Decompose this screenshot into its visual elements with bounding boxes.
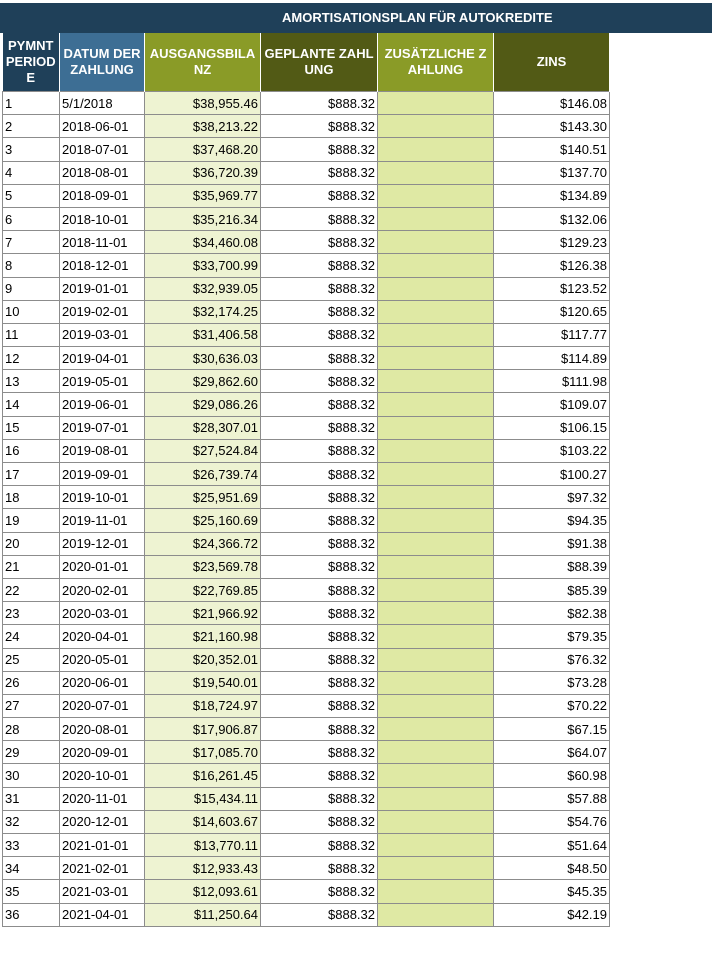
table-row — [3, 439, 610, 462]
cell-start-balance[interactable]: $38,213.22 — [145, 115, 261, 138]
cell-payment-date[interactable]: 2020-09-01 — [60, 741, 145, 764]
cell-planned-payment[interactable]: $888.32 — [261, 231, 378, 254]
cell-extra-payment[interactable] — [378, 138, 494, 161]
table-row — [3, 184, 610, 207]
cell-planned-payment[interactable]: $888.32 — [261, 718, 378, 741]
table-row — [3, 880, 610, 903]
cell-start-balance[interactable]: $14,603.67 — [145, 810, 261, 833]
cell-extra-payment[interactable] — [378, 370, 494, 393]
table-row — [3, 416, 610, 439]
cell-period[interactable]: 22 — [3, 578, 60, 601]
cell-period[interactable]: 18 — [3, 486, 60, 509]
cell-payment-date[interactable]: 2019-05-01 — [60, 370, 145, 393]
cell-extra-payment[interactable] — [378, 810, 494, 833]
cell-start-balance[interactable]: $28,307.01 — [145, 416, 261, 439]
cell-interest[interactable]: $134.89 — [494, 184, 610, 207]
cell-extra-payment[interactable] — [378, 834, 494, 857]
cell-period[interactable]: 26 — [3, 671, 60, 694]
cell-period[interactable]: 23 — [3, 602, 60, 625]
cell-start-balance[interactable]: $20,352.01 — [145, 648, 261, 671]
cell-payment-date[interactable]: 2020-08-01 — [60, 718, 145, 741]
table-row — [3, 138, 610, 161]
cell-extra-payment[interactable] — [378, 277, 494, 300]
cell-start-balance[interactable]: $32,174.25 — [145, 300, 261, 323]
cell-payment-date[interactable]: 2018-06-01 — [60, 115, 145, 138]
cell-start-balance[interactable]: $36,720.39 — [145, 161, 261, 184]
cell-payment-date[interactable]: 2018-10-01 — [60, 207, 145, 230]
cell-planned-payment[interactable]: $888.32 — [261, 486, 378, 509]
table-row — [3, 810, 610, 833]
cell-period[interactable]: 12 — [3, 347, 60, 370]
cell-extra-payment[interactable] — [378, 694, 494, 717]
cell-payment-date[interactable]: 2019-12-01 — [60, 532, 145, 555]
cell-period[interactable]: 20 — [3, 532, 60, 555]
cell-interest[interactable]: $45.35 — [494, 880, 610, 903]
cell-payment-date[interactable]: 2020-07-01 — [60, 694, 145, 717]
cell-payment-date[interactable]: 2019-03-01 — [60, 323, 145, 346]
table-row — [3, 115, 610, 138]
cell-period[interactable]: 7 — [3, 231, 60, 254]
amortization-table — [2, 33, 610, 927]
cell-start-balance[interactable]: $17,906.87 — [145, 718, 261, 741]
cell-extra-payment[interactable] — [378, 393, 494, 416]
cell-planned-payment[interactable]: $888.32 — [261, 207, 378, 230]
cell-payment-date[interactable]: 2019-09-01 — [60, 463, 145, 486]
cell-extra-payment[interactable] — [378, 648, 494, 671]
cell-extra-payment[interactable] — [378, 741, 494, 764]
cell-planned-payment[interactable]: $888.32 — [261, 184, 378, 207]
cell-period[interactable]: 13 — [3, 370, 60, 393]
cell-start-balance[interactable]: $12,093.61 — [145, 880, 261, 903]
cell-extra-payment[interactable] — [378, 115, 494, 138]
cell-payment-date[interactable]: 2019-07-01 — [60, 416, 145, 439]
cell-payment-date[interactable]: 2020-02-01 — [60, 578, 145, 601]
cell-planned-payment[interactable]: $888.32 — [261, 347, 378, 370]
table-row — [3, 857, 610, 880]
cell-planned-payment[interactable]: $888.32 — [261, 463, 378, 486]
cell-interest[interactable]: $97.32 — [494, 486, 610, 509]
cell-planned-payment[interactable]: $888.32 — [261, 300, 378, 323]
table-row — [3, 578, 610, 601]
cell-interest[interactable]: $42.19 — [494, 903, 610, 926]
cell-interest[interactable]: $70.22 — [494, 694, 610, 717]
cell-start-balance[interactable]: $33,700.99 — [145, 254, 261, 277]
table-row — [3, 648, 610, 671]
cell-extra-payment[interactable] — [378, 671, 494, 694]
cell-planned-payment[interactable]: $888.32 — [261, 903, 378, 926]
cell-planned-payment[interactable]: $888.32 — [261, 138, 378, 161]
cell-interest[interactable]: $137.70 — [494, 161, 610, 184]
header-row — [3, 33, 610, 92]
cell-start-balance[interactable]: $25,160.69 — [145, 509, 261, 532]
header-payment-date[interactable]: DATUM DER ZAHLUNG — [60, 33, 145, 92]
cell-interest[interactable]: $64.07 — [494, 741, 610, 764]
cell-interest[interactable]: $82.38 — [494, 602, 610, 625]
cell-extra-payment[interactable] — [378, 207, 494, 230]
cell-interest[interactable]: $85.39 — [494, 578, 610, 601]
cell-extra-payment[interactable] — [378, 787, 494, 810]
cell-start-balance[interactable]: $16,261.45 — [145, 764, 261, 787]
cell-extra-payment[interactable] — [378, 578, 494, 601]
cell-planned-payment[interactable]: $888.32 — [261, 764, 378, 787]
cell-planned-payment[interactable]: $888.32 — [261, 602, 378, 625]
table-row — [3, 555, 610, 578]
cell-interest[interactable]: $132.06 — [494, 207, 610, 230]
cell-extra-payment[interactable] — [378, 231, 494, 254]
cell-interest[interactable]: $88.39 — [494, 555, 610, 578]
cell-payment-date[interactable]: 2019-02-01 — [60, 300, 145, 323]
cell-period[interactable]: 15 — [3, 416, 60, 439]
cell-start-balance[interactable]: $13,770.11 — [145, 834, 261, 857]
cell-start-balance[interactable]: $35,969.77 — [145, 184, 261, 207]
cell-planned-payment[interactable]: $888.32 — [261, 694, 378, 717]
cell-planned-payment[interactable]: $888.32 — [261, 648, 378, 671]
cell-planned-payment[interactable]: $888.32 — [261, 857, 378, 880]
table-row — [3, 764, 610, 787]
cell-interest[interactable]: $94.35 — [494, 509, 610, 532]
header-planned-payment[interactable]: GEPLANTE ZAHLUNG — [261, 33, 378, 92]
cell-period[interactable]: 2 — [3, 115, 60, 138]
cell-planned-payment[interactable]: $888.32 — [261, 254, 378, 277]
cell-interest[interactable]: $100.27 — [494, 463, 610, 486]
cell-planned-payment[interactable]: $888.32 — [261, 439, 378, 462]
cell-planned-payment[interactable]: $888.32 — [261, 578, 378, 601]
cell-period[interactable]: 19 — [3, 509, 60, 532]
cell-interest[interactable]: $60.98 — [494, 764, 610, 787]
cell-extra-payment[interactable] — [378, 254, 494, 277]
cell-interest[interactable]: $57.88 — [494, 787, 610, 810]
cell-period[interactable]: 17 — [3, 463, 60, 486]
cell-planned-payment[interactable]: $888.32 — [261, 115, 378, 138]
cell-payment-date[interactable]: 2019-01-01 — [60, 277, 145, 300]
cell-start-balance[interactable]: $29,862.60 — [145, 370, 261, 393]
sheet-title[interactable]: AMORTISATIONSPLAN FÜR AUTOKREDITE — [0, 3, 712, 33]
cell-period[interactable]: 5 — [3, 184, 60, 207]
cell-interest[interactable]: $73.28 — [494, 671, 610, 694]
cell-interest[interactable]: $91.38 — [494, 532, 610, 555]
cell-extra-payment[interactable] — [378, 463, 494, 486]
cell-planned-payment[interactable]: $888.32 — [261, 416, 378, 439]
cell-period[interactable]: 31 — [3, 787, 60, 810]
cell-interest[interactable]: $143.30 — [494, 115, 610, 138]
cell-payment-date[interactable]: 2020-05-01 — [60, 648, 145, 671]
cell-payment-date[interactable]: 2020-10-01 — [60, 764, 145, 787]
table-row — [3, 509, 610, 532]
table-row — [3, 161, 610, 184]
cell-planned-payment[interactable]: $888.32 — [261, 671, 378, 694]
cell-start-balance[interactable]: $22,769.85 — [145, 578, 261, 601]
header-extra-payment[interactable]: ZUSÄTZLICHE ZAHLUNG — [378, 33, 494, 92]
table-row — [3, 370, 610, 393]
cell-period[interactable]: 32 — [3, 810, 60, 833]
cell-interest[interactable]: $51.64 — [494, 834, 610, 857]
cell-extra-payment[interactable] — [378, 439, 494, 462]
cell-extra-payment[interactable] — [378, 602, 494, 625]
table-row — [3, 486, 610, 509]
cell-period[interactable]: 9 — [3, 277, 60, 300]
cell-start-balance[interactable]: $31,406.58 — [145, 323, 261, 346]
cell-planned-payment[interactable]: $888.32 — [261, 532, 378, 555]
table-row — [3, 347, 610, 370]
header-period[interactable]: PYMNT PERIODE — [3, 33, 60, 92]
cell-period[interactable]: 30 — [3, 764, 60, 787]
cell-planned-payment[interactable]: $888.32 — [261, 880, 378, 903]
cell-planned-payment[interactable]: $888.32 — [261, 555, 378, 578]
cell-interest[interactable]: $114.89 — [494, 347, 610, 370]
cell-interest[interactable]: $140.51 — [494, 138, 610, 161]
cell-period[interactable]: 3 — [3, 138, 60, 161]
cell-extra-payment[interactable] — [378, 347, 494, 370]
cell-planned-payment[interactable]: $888.32 — [261, 92, 378, 115]
cell-period[interactable]: 27 — [3, 694, 60, 717]
table-row — [3, 671, 610, 694]
cell-payment-date[interactable]: 2020-12-01 — [60, 810, 145, 833]
cell-start-balance[interactable]: $35,216.34 — [145, 207, 261, 230]
cell-extra-payment[interactable] — [378, 323, 494, 346]
cell-payment-date[interactable]: 2018-07-01 — [60, 138, 145, 161]
cell-planned-payment[interactable]: $888.32 — [261, 393, 378, 416]
cell-payment-date[interactable]: 2019-06-01 — [60, 393, 145, 416]
cell-period[interactable]: 14 — [3, 393, 60, 416]
cell-start-balance[interactable]: $38,955.46 — [145, 92, 261, 115]
cell-payment-date[interactable]: 2019-08-01 — [60, 439, 145, 462]
table-row — [3, 532, 610, 555]
cell-payment-date[interactable]: 2018-11-01 — [60, 231, 145, 254]
cell-planned-payment[interactable]: $888.32 — [261, 323, 378, 346]
cell-period[interactable]: 35 — [3, 880, 60, 903]
cell-period[interactable]: 4 — [3, 161, 60, 184]
cell-interest[interactable]: $111.98 — [494, 370, 610, 393]
cell-start-balance[interactable]: $26,739.74 — [145, 463, 261, 486]
table-row — [3, 625, 610, 648]
cell-period[interactable]: 36 — [3, 903, 60, 926]
cell-extra-payment[interactable] — [378, 184, 494, 207]
cell-planned-payment[interactable]: $888.32 — [261, 370, 378, 393]
table-row — [3, 323, 610, 346]
header-interest[interactable]: ZINS — [494, 33, 610, 92]
cell-payment-date[interactable]: 2020-01-01 — [60, 555, 145, 578]
cell-extra-payment[interactable] — [378, 486, 494, 509]
cell-period[interactable]: 6 — [3, 207, 60, 230]
cell-payment-date[interactable]: 2020-11-01 — [60, 787, 145, 810]
cell-interest[interactable]: $54.76 — [494, 810, 610, 833]
cell-period[interactable]: 1 — [3, 92, 60, 115]
cell-payment-date[interactable]: 2021-04-01 — [60, 903, 145, 926]
cell-extra-payment[interactable] — [378, 532, 494, 555]
cell-start-balance[interactable]: $23,569.78 — [145, 555, 261, 578]
cell-payment-date[interactable]: 2018-08-01 — [60, 161, 145, 184]
table-row — [3, 92, 610, 115]
cell-extra-payment[interactable] — [378, 92, 494, 115]
cell-start-balance[interactable]: $27,524.84 — [145, 439, 261, 462]
cell-start-balance[interactable]: $19,540.01 — [145, 671, 261, 694]
cell-extra-payment[interactable] — [378, 300, 494, 323]
cell-extra-payment[interactable] — [378, 718, 494, 741]
cell-interest[interactable]: $106.15 — [494, 416, 610, 439]
cell-payment-date[interactable]: 5/1/2018 — [60, 92, 145, 115]
cell-planned-payment[interactable]: $888.32 — [261, 161, 378, 184]
cell-interest[interactable]: $117.77 — [494, 323, 610, 346]
cell-period[interactable]: 29 — [3, 741, 60, 764]
cell-period[interactable]: 33 — [3, 834, 60, 857]
table-row — [3, 694, 610, 717]
table-row — [3, 207, 610, 230]
table-row — [3, 787, 610, 810]
cell-interest[interactable]: $79.35 — [494, 625, 610, 648]
cell-start-balance[interactable]: $24,366.72 — [145, 532, 261, 555]
cell-planned-payment[interactable]: $888.32 — [261, 787, 378, 810]
cell-extra-payment[interactable] — [378, 416, 494, 439]
cell-start-balance[interactable]: $37,468.20 — [145, 138, 261, 161]
table-row — [3, 718, 610, 741]
cell-interest[interactable]: $103.22 — [494, 439, 610, 462]
header-start-balance[interactable]: AUSGANGSBILANZ — [145, 33, 261, 92]
cell-payment-date[interactable]: 2020-06-01 — [60, 671, 145, 694]
cell-extra-payment[interactable] — [378, 625, 494, 648]
cell-start-balance[interactable]: $17,085.70 — [145, 741, 261, 764]
cell-period[interactable]: 34 — [3, 857, 60, 880]
cell-start-balance[interactable]: $21,966.92 — [145, 602, 261, 625]
table-row — [3, 741, 610, 764]
table-row — [3, 602, 610, 625]
cell-planned-payment[interactable]: $888.32 — [261, 834, 378, 857]
cell-start-balance[interactable]: $29,086.26 — [145, 393, 261, 416]
cell-extra-payment[interactable] — [378, 903, 494, 926]
cell-period[interactable]: 25 — [3, 648, 60, 671]
cell-interest[interactable]: $123.52 — [494, 277, 610, 300]
table-row — [3, 393, 610, 416]
cell-period[interactable]: 16 — [3, 439, 60, 462]
cell-payment-date[interactable]: 2021-03-01 — [60, 880, 145, 903]
table-row — [3, 231, 610, 254]
cell-payment-date[interactable]: 2019-04-01 — [60, 347, 145, 370]
cell-interest[interactable]: $126.38 — [494, 254, 610, 277]
cell-start-balance[interactable]: $12,933.43 — [145, 857, 261, 880]
cell-start-balance[interactable]: $15,434.11 — [145, 787, 261, 810]
cell-start-balance[interactable]: $30,636.03 — [145, 347, 261, 370]
cell-planned-payment[interactable]: $888.32 — [261, 741, 378, 764]
cell-planned-payment[interactable]: $888.32 — [261, 277, 378, 300]
cell-payment-date[interactable]: 2019-11-01 — [60, 509, 145, 532]
cell-interest[interactable]: $146.08 — [494, 92, 610, 115]
cell-period[interactable]: 21 — [3, 555, 60, 578]
cell-start-balance[interactable]: $21,160.98 — [145, 625, 261, 648]
cell-payment-date[interactable]: 2019-10-01 — [60, 486, 145, 509]
cell-interest[interactable]: $120.65 — [494, 300, 610, 323]
cell-payment-date[interactable]: 2020-03-01 — [60, 602, 145, 625]
cell-interest[interactable]: $67.15 — [494, 718, 610, 741]
cell-interest[interactable]: $129.23 — [494, 231, 610, 254]
cell-start-balance[interactable]: $25,951.69 — [145, 486, 261, 509]
table-row — [3, 277, 610, 300]
table-body — [3, 92, 610, 927]
cell-extra-payment[interactable] — [378, 555, 494, 578]
cell-payment-date[interactable]: 2021-01-01 — [60, 834, 145, 857]
cell-planned-payment[interactable]: $888.32 — [261, 810, 378, 833]
cell-period[interactable]: 8 — [3, 254, 60, 277]
table-row — [3, 903, 610, 926]
cell-start-balance[interactable]: $18,724.97 — [145, 694, 261, 717]
cell-extra-payment[interactable] — [378, 880, 494, 903]
cell-period[interactable]: 11 — [3, 323, 60, 346]
cell-start-balance[interactable]: $32,939.05 — [145, 277, 261, 300]
cell-period[interactable]: 10 — [3, 300, 60, 323]
cell-payment-date[interactable]: 2021-02-01 — [60, 857, 145, 880]
cell-interest[interactable]: $48.50 — [494, 857, 610, 880]
cell-start-balance[interactable]: $11,250.64 — [145, 903, 261, 926]
cell-extra-payment[interactable] — [378, 509, 494, 532]
table-row — [3, 463, 610, 486]
table-row — [3, 300, 610, 323]
cell-payment-date[interactable]: 2018-12-01 — [60, 254, 145, 277]
cell-extra-payment[interactable] — [378, 161, 494, 184]
cell-start-balance[interactable]: $34,460.08 — [145, 231, 261, 254]
cell-period[interactable]: 28 — [3, 718, 60, 741]
cell-interest[interactable]: $76.32 — [494, 648, 610, 671]
cell-extra-payment[interactable] — [378, 857, 494, 880]
table-row — [3, 254, 610, 277]
cell-payment-date[interactable]: 2018-09-01 — [60, 184, 145, 207]
table-row — [3, 834, 610, 857]
cell-planned-payment[interactable]: $888.32 — [261, 509, 378, 532]
cell-period[interactable]: 24 — [3, 625, 60, 648]
cell-payment-date[interactable]: 2020-04-01 — [60, 625, 145, 648]
cell-extra-payment[interactable] — [378, 764, 494, 787]
cell-interest[interactable]: $109.07 — [494, 393, 610, 416]
cell-planned-payment[interactable]: $888.32 — [261, 625, 378, 648]
